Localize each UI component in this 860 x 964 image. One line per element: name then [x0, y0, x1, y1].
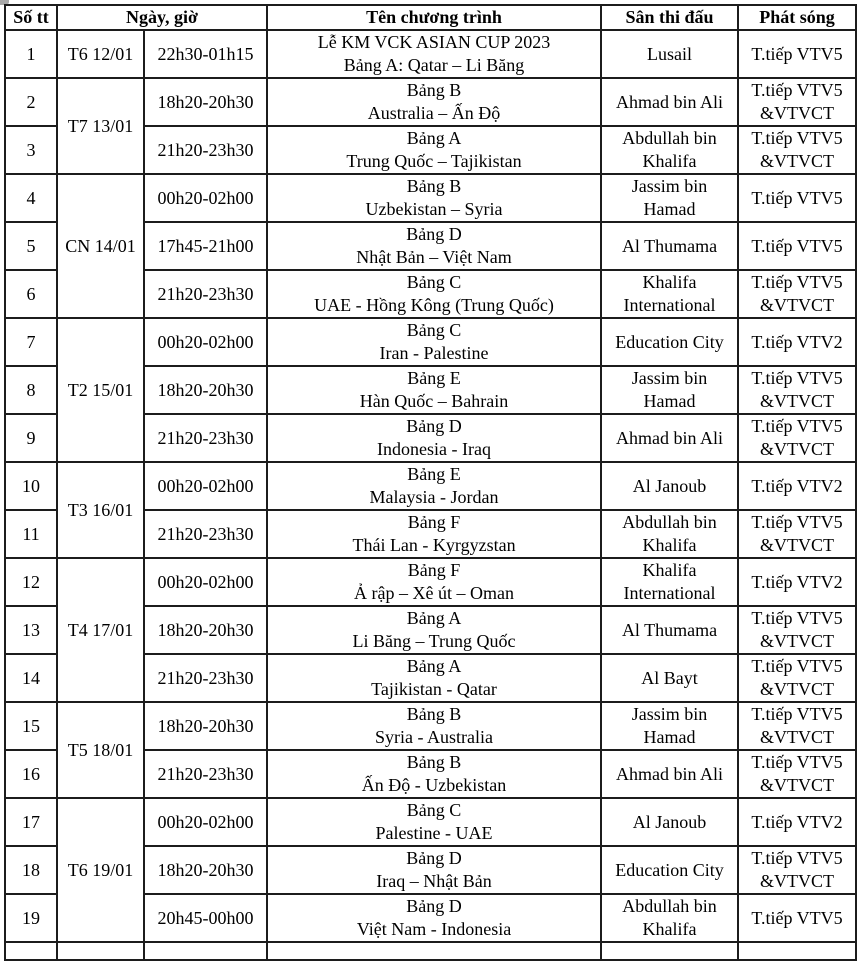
- table-row: [5, 462, 856, 510]
- stadium-cell: [601, 78, 738, 126]
- broadcast-line1: T.tiếp VTV5: [751, 80, 843, 100]
- program-line1: Bảng B: [406, 704, 462, 724]
- program-line1: Bảng D: [406, 224, 462, 244]
- program-line1: Lễ KM VCK ASIAN CUP 2023: [317, 32, 551, 52]
- stadium-cell: [601, 798, 738, 846]
- time-cell: 21h20-23h30: [144, 654, 267, 702]
- stadium-line2: Hamad: [643, 727, 696, 747]
- time-cell: 18h20-20h30: [144, 366, 267, 414]
- stadium-line2: Khalifa: [642, 919, 697, 939]
- program-line2: Ấn Độ - Uzbekistan: [361, 775, 507, 795]
- stadium-line1: Khalifa: [642, 560, 697, 580]
- stadium-cell: [601, 126, 738, 174]
- stadium-line2: Hamad: [643, 199, 696, 219]
- empty-cell: [738, 942, 856, 960]
- table-row: [5, 30, 856, 78]
- broadcast-cell: [738, 606, 856, 654]
- time-cell: 00h20-02h00: [144, 462, 267, 510]
- stadium-line1: Abdullah bin: [622, 512, 717, 532]
- time-cell: 18h20-20h30: [144, 846, 267, 894]
- program-line1: Bảng A: [406, 608, 462, 628]
- match-number: 12: [5, 558, 57, 606]
- time-cell: 21h20-23h30: [144, 750, 267, 798]
- table-row: [5, 174, 856, 222]
- stadium-line1: Jassim bin: [631, 704, 708, 724]
- program-line1: Bảng C: [406, 800, 462, 820]
- program-line2: Việt Nam - Indonesia: [356, 919, 512, 939]
- broadcast-cell: [738, 510, 856, 558]
- stadium-cell: [601, 510, 738, 558]
- broadcast-line1: T.tiếp VTV5: [751, 235, 843, 256]
- header-broadcast: Phát sóng: [738, 5, 856, 30]
- date-cell: T4 17/01: [57, 558, 144, 702]
- match-number: 1: [5, 30, 57, 78]
- match-number: 15: [5, 702, 57, 750]
- header-program: Tên chương trình: [267, 5, 601, 30]
- program-line2: Australia – Ấn Độ: [367, 103, 501, 123]
- broadcast-cell: [738, 462, 856, 510]
- match-number: 14: [5, 654, 57, 702]
- program-cell: [267, 894, 601, 942]
- program-line2: Iran - Palestine: [379, 343, 489, 363]
- empty-cell: [57, 942, 144, 960]
- match-number: 3: [5, 126, 57, 174]
- stadium-line1: Khalifa: [642, 272, 697, 292]
- date-cell: T3 16/01: [57, 462, 144, 558]
- broadcast-line1: T.tiếp VTV5: [751, 512, 843, 532]
- empty-cell: [144, 942, 267, 960]
- broadcast-line1: T.tiếp VTV5: [751, 752, 843, 772]
- stadium-line1: Al Bayt: [641, 667, 698, 688]
- program-cell: [267, 30, 601, 78]
- stadium-cell: [601, 414, 738, 462]
- partial-next-row: [5, 942, 856, 960]
- program-cell: [267, 558, 601, 606]
- stadium-cell: [601, 318, 738, 366]
- empty-cell: [601, 942, 738, 960]
- stadium-cell: [601, 558, 738, 606]
- program-line1: Bảng D: [406, 848, 462, 868]
- broadcast-cell: [738, 318, 856, 366]
- stadium-cell: [601, 30, 738, 78]
- stadium-line1: Jassim bin: [631, 176, 708, 196]
- match-number: 6: [5, 270, 57, 318]
- stadium-cell: [601, 606, 738, 654]
- broadcast-line2: &VTVCT: [760, 679, 835, 699]
- match-number: 7: [5, 318, 57, 366]
- program-cell: [267, 702, 601, 750]
- broadcast-cell: [738, 30, 856, 78]
- program-cell: [267, 414, 601, 462]
- program-cell: [267, 174, 601, 222]
- time-cell: 18h20-20h30: [144, 702, 267, 750]
- stadium-line1: Ahmad bin Ali: [616, 427, 724, 448]
- program-cell: [267, 846, 601, 894]
- stadium-cell: [601, 174, 738, 222]
- program-line2: Li Băng – Trung Quốc: [352, 631, 516, 651]
- broadcast-line1: T.tiếp VTV5: [751, 907, 843, 928]
- table-row: [5, 798, 856, 846]
- date-cell: T6 19/01: [57, 798, 144, 942]
- broadcast-cell: [738, 126, 856, 174]
- program-cell: [267, 462, 601, 510]
- match-number: 13: [5, 606, 57, 654]
- stadium-line2: International: [623, 583, 716, 603]
- match-number: 2: [5, 78, 57, 126]
- time-cell: 21h20-23h30: [144, 126, 267, 174]
- program-line2: Nhật Bản – Việt Nam: [356, 247, 512, 267]
- broadcast-cell: [738, 798, 856, 846]
- time-cell: 18h20-20h30: [144, 78, 267, 126]
- stadium-cell: [601, 846, 738, 894]
- time-cell: 00h20-02h00: [144, 318, 267, 366]
- broadcast-line2: &VTVCT: [760, 775, 835, 795]
- broadcast-line1: T.tiếp VTV5: [751, 704, 843, 724]
- broadcast-cell: [738, 270, 856, 318]
- time-cell: 00h20-02h00: [144, 798, 267, 846]
- program-line1: Bảng B: [406, 752, 462, 772]
- broadcast-line2: &VTVCT: [760, 103, 835, 123]
- time-cell: 00h20-02h00: [144, 174, 267, 222]
- match-number: 18: [5, 846, 57, 894]
- table-row: [5, 558, 856, 606]
- broadcast-cell: [738, 414, 856, 462]
- program-cell: [267, 126, 601, 174]
- broadcast-line2: &VTVCT: [760, 439, 835, 459]
- stadium-cell: [601, 462, 738, 510]
- table-row: [5, 318, 856, 366]
- header-row: [5, 5, 856, 30]
- match-number: 9: [5, 414, 57, 462]
- program-line1: Bảng A: [406, 128, 462, 148]
- program-line2: Ả rập – Xê út – Oman: [354, 583, 514, 603]
- program-cell: [267, 366, 601, 414]
- program-line2: Tajikistan - Qatar: [371, 679, 497, 699]
- program-line2: Hàn Quốc – Bahrain: [359, 391, 509, 411]
- program-cell: [267, 78, 601, 126]
- time-cell: 22h30-01h15: [144, 30, 267, 78]
- broadcast-line2: &VTVCT: [760, 871, 835, 891]
- date-cell: T5 18/01: [57, 702, 144, 798]
- program-cell: [267, 510, 601, 558]
- date-cell: T6 12/01: [57, 30, 144, 78]
- stadium-cell: [601, 894, 738, 942]
- stadium-line2: Hamad: [643, 391, 696, 411]
- stadium-line1: Ahmad bin Ali: [616, 91, 724, 112]
- broadcast-cell: [738, 654, 856, 702]
- broadcast-line1: T.tiếp VTV5: [751, 608, 843, 628]
- broadcast-line2: &VTVCT: [760, 727, 835, 747]
- program-line2: UAE - Hồng Kông (Trung Quốc): [314, 295, 554, 315]
- date-cell: CN 14/01: [57, 174, 144, 318]
- time-cell: 17h45-21h00: [144, 222, 267, 270]
- stadium-line2: Khalifa: [642, 151, 697, 171]
- program-line1: Bảng F: [407, 560, 461, 580]
- program-line1: Bảng E: [407, 464, 461, 484]
- program-line2: Palestine - UAE: [375, 823, 493, 843]
- broadcast-line1: T.tiếp VTV5: [751, 416, 843, 436]
- program-line2: Malaysia - Jordan: [369, 487, 499, 507]
- schedule-table: [4, 4, 857, 961]
- broadcast-line1: T.tiếp VTV5: [751, 656, 843, 676]
- program-line2: Iraq – Nhật Bản: [376, 871, 492, 891]
- program-cell: [267, 654, 601, 702]
- match-number: 4: [5, 174, 57, 222]
- date-cell: T7 13/01: [57, 78, 144, 174]
- stadium-line1: Education City: [615, 859, 724, 880]
- table-row: [5, 78, 856, 126]
- broadcast-cell: [738, 366, 856, 414]
- empty-cell: [267, 942, 601, 960]
- program-line1: Bảng C: [406, 320, 462, 340]
- program-cell: [267, 270, 601, 318]
- broadcast-cell: [738, 702, 856, 750]
- program-cell: [267, 222, 601, 270]
- stadium-cell: [601, 702, 738, 750]
- stadium-line1: Al Janoub: [632, 475, 707, 496]
- program-line2: Uzbekistan – Syria: [365, 199, 503, 219]
- program-line1: Bảng D: [406, 896, 462, 916]
- empty-cell: [5, 942, 57, 960]
- stadium-line1: Abdullah bin: [622, 896, 717, 916]
- broadcast-line2: &VTVCT: [760, 631, 835, 651]
- program-line1: Bảng F: [407, 512, 461, 532]
- time-cell: 21h20-23h30: [144, 414, 267, 462]
- match-number: 8: [5, 366, 57, 414]
- stadium-line1: Abdullah bin: [622, 128, 717, 148]
- broadcast-line2: &VTVCT: [760, 151, 835, 171]
- program-line2: Indonesia - Iraq: [377, 439, 491, 459]
- program-cell: [267, 750, 601, 798]
- stadium-line1: Jassim bin: [631, 368, 708, 388]
- broadcast-line2: &VTVCT: [760, 295, 835, 315]
- stadium-cell: [601, 270, 738, 318]
- broadcast-line1: T.tiếp VTV2: [751, 571, 843, 592]
- program-line2: Syria - Australia: [375, 727, 493, 747]
- program-line1: Bảng B: [406, 80, 462, 100]
- broadcast-line1: T.tiếp VTV2: [751, 475, 843, 496]
- broadcast-line1: T.tiếp VTV2: [751, 331, 843, 352]
- stadium-line2: International: [623, 295, 716, 315]
- match-number: 5: [5, 222, 57, 270]
- stadium-cell: [601, 750, 738, 798]
- match-number: 11: [5, 510, 57, 558]
- header-number: Số tt: [5, 5, 57, 30]
- stadium-line1: Al Janoub: [632, 811, 707, 832]
- program-line1: Bảng C: [406, 272, 462, 292]
- match-number: 17: [5, 798, 57, 846]
- date-cell: T2 15/01: [57, 318, 144, 462]
- header-datetime: Ngày, giờ: [57, 5, 267, 30]
- time-cell: 18h20-20h30: [144, 606, 267, 654]
- program-line1: Bảng A: [406, 656, 462, 676]
- time-cell: 00h20-02h00: [144, 558, 267, 606]
- stadium-line1: Al Thumama: [621, 235, 718, 256]
- program-cell: [267, 318, 601, 366]
- broadcast-line1: T.tiếp VTV5: [751, 43, 843, 64]
- broadcast-cell: [738, 558, 856, 606]
- program-line2: Bảng A: Qatar – Li Băng: [343, 55, 525, 75]
- stadium-cell: [601, 222, 738, 270]
- program-cell: [267, 606, 601, 654]
- broadcast-line1: T.tiếp VTV5: [751, 128, 843, 148]
- time-cell: 21h20-23h30: [144, 510, 267, 558]
- program-cell: [267, 798, 601, 846]
- broadcast-line2: &VTVCT: [760, 535, 835, 555]
- program-line2: Thái Lan - Kyrgyzstan: [352, 535, 516, 555]
- match-number: 19: [5, 894, 57, 942]
- time-cell: 21h20-23h30: [144, 270, 267, 318]
- program-line2: Trung Quốc – Tajikistan: [346, 151, 522, 171]
- stadium-line1: Education City: [615, 331, 724, 352]
- broadcast-line1: T.tiếp VTV5: [751, 848, 843, 868]
- broadcast-cell: [738, 78, 856, 126]
- stadium-line2: Khalifa: [642, 535, 697, 555]
- broadcast-line2: &VTVCT: [760, 391, 835, 411]
- time-cell: 20h45-00h00: [144, 894, 267, 942]
- header-stadium: Sân thi đấu: [601, 5, 738, 30]
- broadcast-cell: [738, 174, 856, 222]
- stadium-line1: Ahmad bin Ali: [616, 763, 724, 784]
- broadcast-cell: [738, 750, 856, 798]
- match-number: 16: [5, 750, 57, 798]
- stadium-line1: Lusail: [647, 43, 693, 64]
- broadcast-line1: T.tiếp VTV2: [751, 811, 843, 832]
- stadium-line1: Al Thumama: [621, 619, 718, 640]
- program-line1: Bảng E: [407, 368, 461, 388]
- broadcast-line1: T.tiếp VTV5: [751, 187, 843, 208]
- program-line1: Bảng B: [406, 176, 462, 196]
- match-number: 10: [5, 462, 57, 510]
- broadcast-line1: T.tiếp VTV5: [751, 368, 843, 388]
- broadcast-line1: T.tiếp VTV5: [751, 272, 843, 292]
- program-line1: Bảng D: [406, 416, 462, 436]
- broadcast-cell: [738, 846, 856, 894]
- stadium-cell: [601, 654, 738, 702]
- stadium-cell: [601, 366, 738, 414]
- broadcast-cell: [738, 894, 856, 942]
- table-row: [5, 702, 856, 750]
- broadcast-cell: [738, 222, 856, 270]
